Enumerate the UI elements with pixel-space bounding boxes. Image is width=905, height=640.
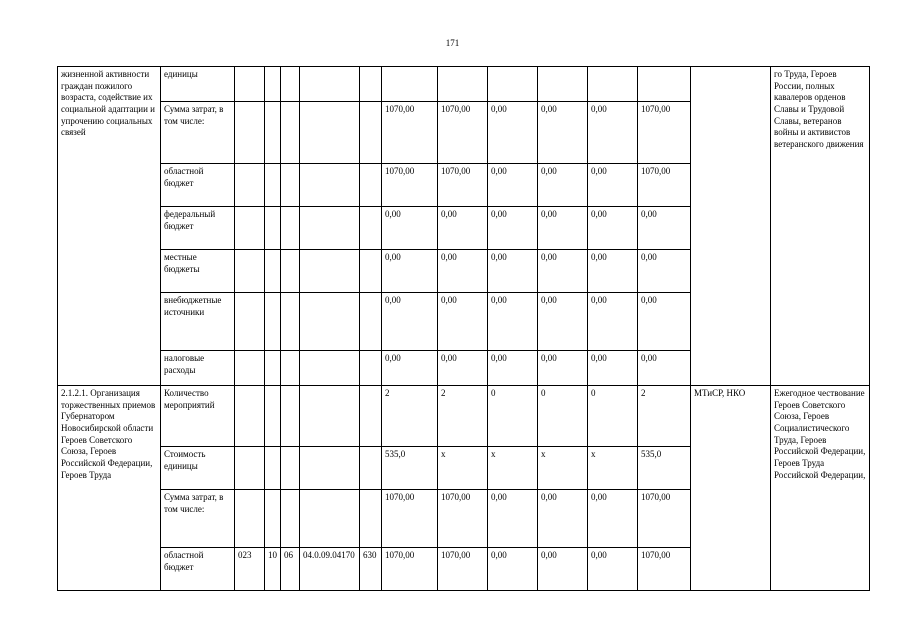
value-cell [538,67,588,102]
budget-code-cell [281,490,300,548]
expected-result-cell: го Труда, Героев России, полных кавалеров орденов Славы и Трудовой Славы, ветеранов войны и активистов ветеранского движения [771,67,870,386]
budget-code-cell [235,67,265,102]
value-cell: 1070,00 [382,164,438,207]
value-cell: 0,00 [588,207,638,250]
page-number: 171 [445,38,460,48]
value-cell: 535,0 [382,447,438,490]
value-cell: 0 [488,386,538,447]
indicator-label-cell: федеральный бюджет [161,207,235,250]
value-cell: 0,00 [538,293,588,351]
indicator-label-cell: местные бюджеты [161,250,235,293]
budget-code-cell [281,67,300,102]
budget-code-cell [235,351,265,386]
value-cell: 1070,00 [382,102,438,164]
budget-code-cell [235,293,265,351]
program-table [57,66,870,591]
value-cell [438,67,488,102]
budget-code-cell [300,351,360,386]
value-cell: 0,00 [538,548,588,591]
executor-cell: МТиСР, НКО [691,386,771,591]
budget-code-cell [360,351,382,386]
value-cell: 1070,00 [438,164,488,207]
value-cell: 0,00 [638,293,691,351]
budget-code-cell [281,164,300,207]
indicator-label-cell: Стоимость единицы [161,447,235,490]
table-row [58,386,870,447]
budget-code-cell [265,351,281,386]
budget-code-cell [265,250,281,293]
value-cell: 0,00 [488,351,538,386]
indicator-label-cell: Количество мероприятий [161,386,235,447]
value-cell: 1070,00 [382,548,438,591]
value-cell: 1070,00 [638,490,691,548]
value-cell: 0,00 [588,293,638,351]
budget-code-cell [360,386,382,447]
budget-code-cell [265,447,281,490]
indicator-label-cell: Сумма затрат, в том числе: [161,490,235,548]
value-cell: 2 [638,386,691,447]
budget-code-cell [265,207,281,250]
budget-code-cell [281,447,300,490]
value-cell: 0,00 [538,102,588,164]
budget-code-cell [265,490,281,548]
value-cell: 0,00 [538,250,588,293]
budget-code-cell [300,490,360,548]
budget-code-cell [281,207,300,250]
value-cell: 0,00 [438,293,488,351]
value-cell: 0,00 [588,102,638,164]
value-cell: 1070,00 [438,490,488,548]
value-cell: 0 [588,386,638,447]
budget-code-cell [300,164,360,207]
budget-code-cell [265,67,281,102]
budget-code-cell [360,67,382,102]
value-cell: х [488,447,538,490]
expected-result-cell: Ежегодное чествование Героев Советского Союза, Героев Социалистического Труда, Героев Российской Федерации, Героев Труда Российской Федерации, [771,386,870,591]
budget-code-cell [281,293,300,351]
budget-code-cell: 630 [360,548,382,591]
budget-code-cell [360,250,382,293]
value-cell: 0,00 [438,207,488,250]
value-cell: 1070,00 [638,164,691,207]
value-cell: 0,00 [488,490,538,548]
value-cell: 0,00 [488,293,538,351]
value-cell: 0,00 [588,548,638,591]
budget-code-cell [265,102,281,164]
budget-code-cell [360,164,382,207]
value-cell: 0,00 [488,164,538,207]
value-cell: 0,00 [488,548,538,591]
indicator-label-cell: Сумма затрат, в том числе: [161,102,235,164]
budget-code-cell [235,386,265,447]
value-cell: 0,00 [488,250,538,293]
budget-code-cell: 023 [235,548,265,591]
value-cell: 2 [438,386,488,447]
value-cell: х [438,447,488,490]
budget-code-cell [300,102,360,164]
value-cell: 0,00 [438,351,488,386]
value-cell: 0,00 [638,207,691,250]
value-cell: 0,00 [638,250,691,293]
value-cell: 0 [538,386,588,447]
budget-code-cell [300,207,360,250]
value-cell [382,67,438,102]
value-cell: 0,00 [382,351,438,386]
budget-code-cell [235,102,265,164]
value-cell: 1070,00 [382,490,438,548]
value-cell: 0,00 [538,351,588,386]
value-cell: 0,00 [538,164,588,207]
value-cell [588,67,638,102]
budget-code-cell [281,351,300,386]
value-cell: 0,00 [638,351,691,386]
budget-code-cell [360,102,382,164]
budget-code-cell [300,386,360,447]
value-cell: 535,0 [638,447,691,490]
budget-code-cell [300,250,360,293]
indicator-label-cell: областной бюджет [161,548,235,591]
budget-code-cell [360,207,382,250]
budget-code-cell: 10 [265,548,281,591]
budget-code-cell [265,293,281,351]
value-cell: 0,00 [382,250,438,293]
value-cell: 1070,00 [438,548,488,591]
value-cell: 1070,00 [438,102,488,164]
budget-code-cell [360,490,382,548]
value-cell: 1070,00 [638,102,691,164]
activity-description-cell: жизненной активности граждан пожилого возраста, содействие их социальной адаптации и упрочению социальных связей [58,67,161,386]
budget-code-cell [281,102,300,164]
budget-code-cell [265,164,281,207]
value-cell: 0,00 [588,250,638,293]
table-row [58,67,870,102]
value-cell: 0,00 [538,207,588,250]
value-cell: 1070,00 [638,548,691,591]
value-cell: 2 [382,386,438,447]
budget-code-cell [235,164,265,207]
value-cell: 0,00 [588,164,638,207]
executor-cell [691,67,771,386]
value-cell: 0,00 [488,207,538,250]
activity-description-cell: 2.1.2.1. Организация торжественных приемов Губернатором Новосибирской области Героев Советского Союза, Героев Российской Федерации, Героев Труда [58,386,161,591]
budget-code-cell [360,293,382,351]
budget-code-cell: 06 [281,548,300,591]
indicator-label-cell: областной бюджет [161,164,235,207]
value-cell: 0,00 [488,102,538,164]
budget-code-cell: 04.0.09.04170 [300,548,360,591]
value-cell [638,67,691,102]
indicator-label-cell: единицы [161,67,235,102]
budget-code-cell [300,67,360,102]
indicator-label-cell: налоговые расходы [161,351,235,386]
budget-code-cell [235,490,265,548]
value-cell: 0,00 [588,490,638,548]
indicator-label-cell: внебюджетные источники [161,293,235,351]
value-cell [488,67,538,102]
value-cell: х [588,447,638,490]
budget-code-cell [265,386,281,447]
budget-code-cell [281,386,300,447]
value-cell: 0,00 [438,250,488,293]
budget-code-cell [300,293,360,351]
value-cell: 0,00 [538,490,588,548]
value-cell: 0,00 [588,351,638,386]
budget-code-cell [360,447,382,490]
budget-code-cell [235,207,265,250]
budget-code-cell [300,447,360,490]
value-cell: 0,00 [382,207,438,250]
value-cell: х [538,447,588,490]
budget-code-cell [281,250,300,293]
budget-code-cell [235,250,265,293]
value-cell: 0,00 [382,293,438,351]
budget-code-cell [235,447,265,490]
